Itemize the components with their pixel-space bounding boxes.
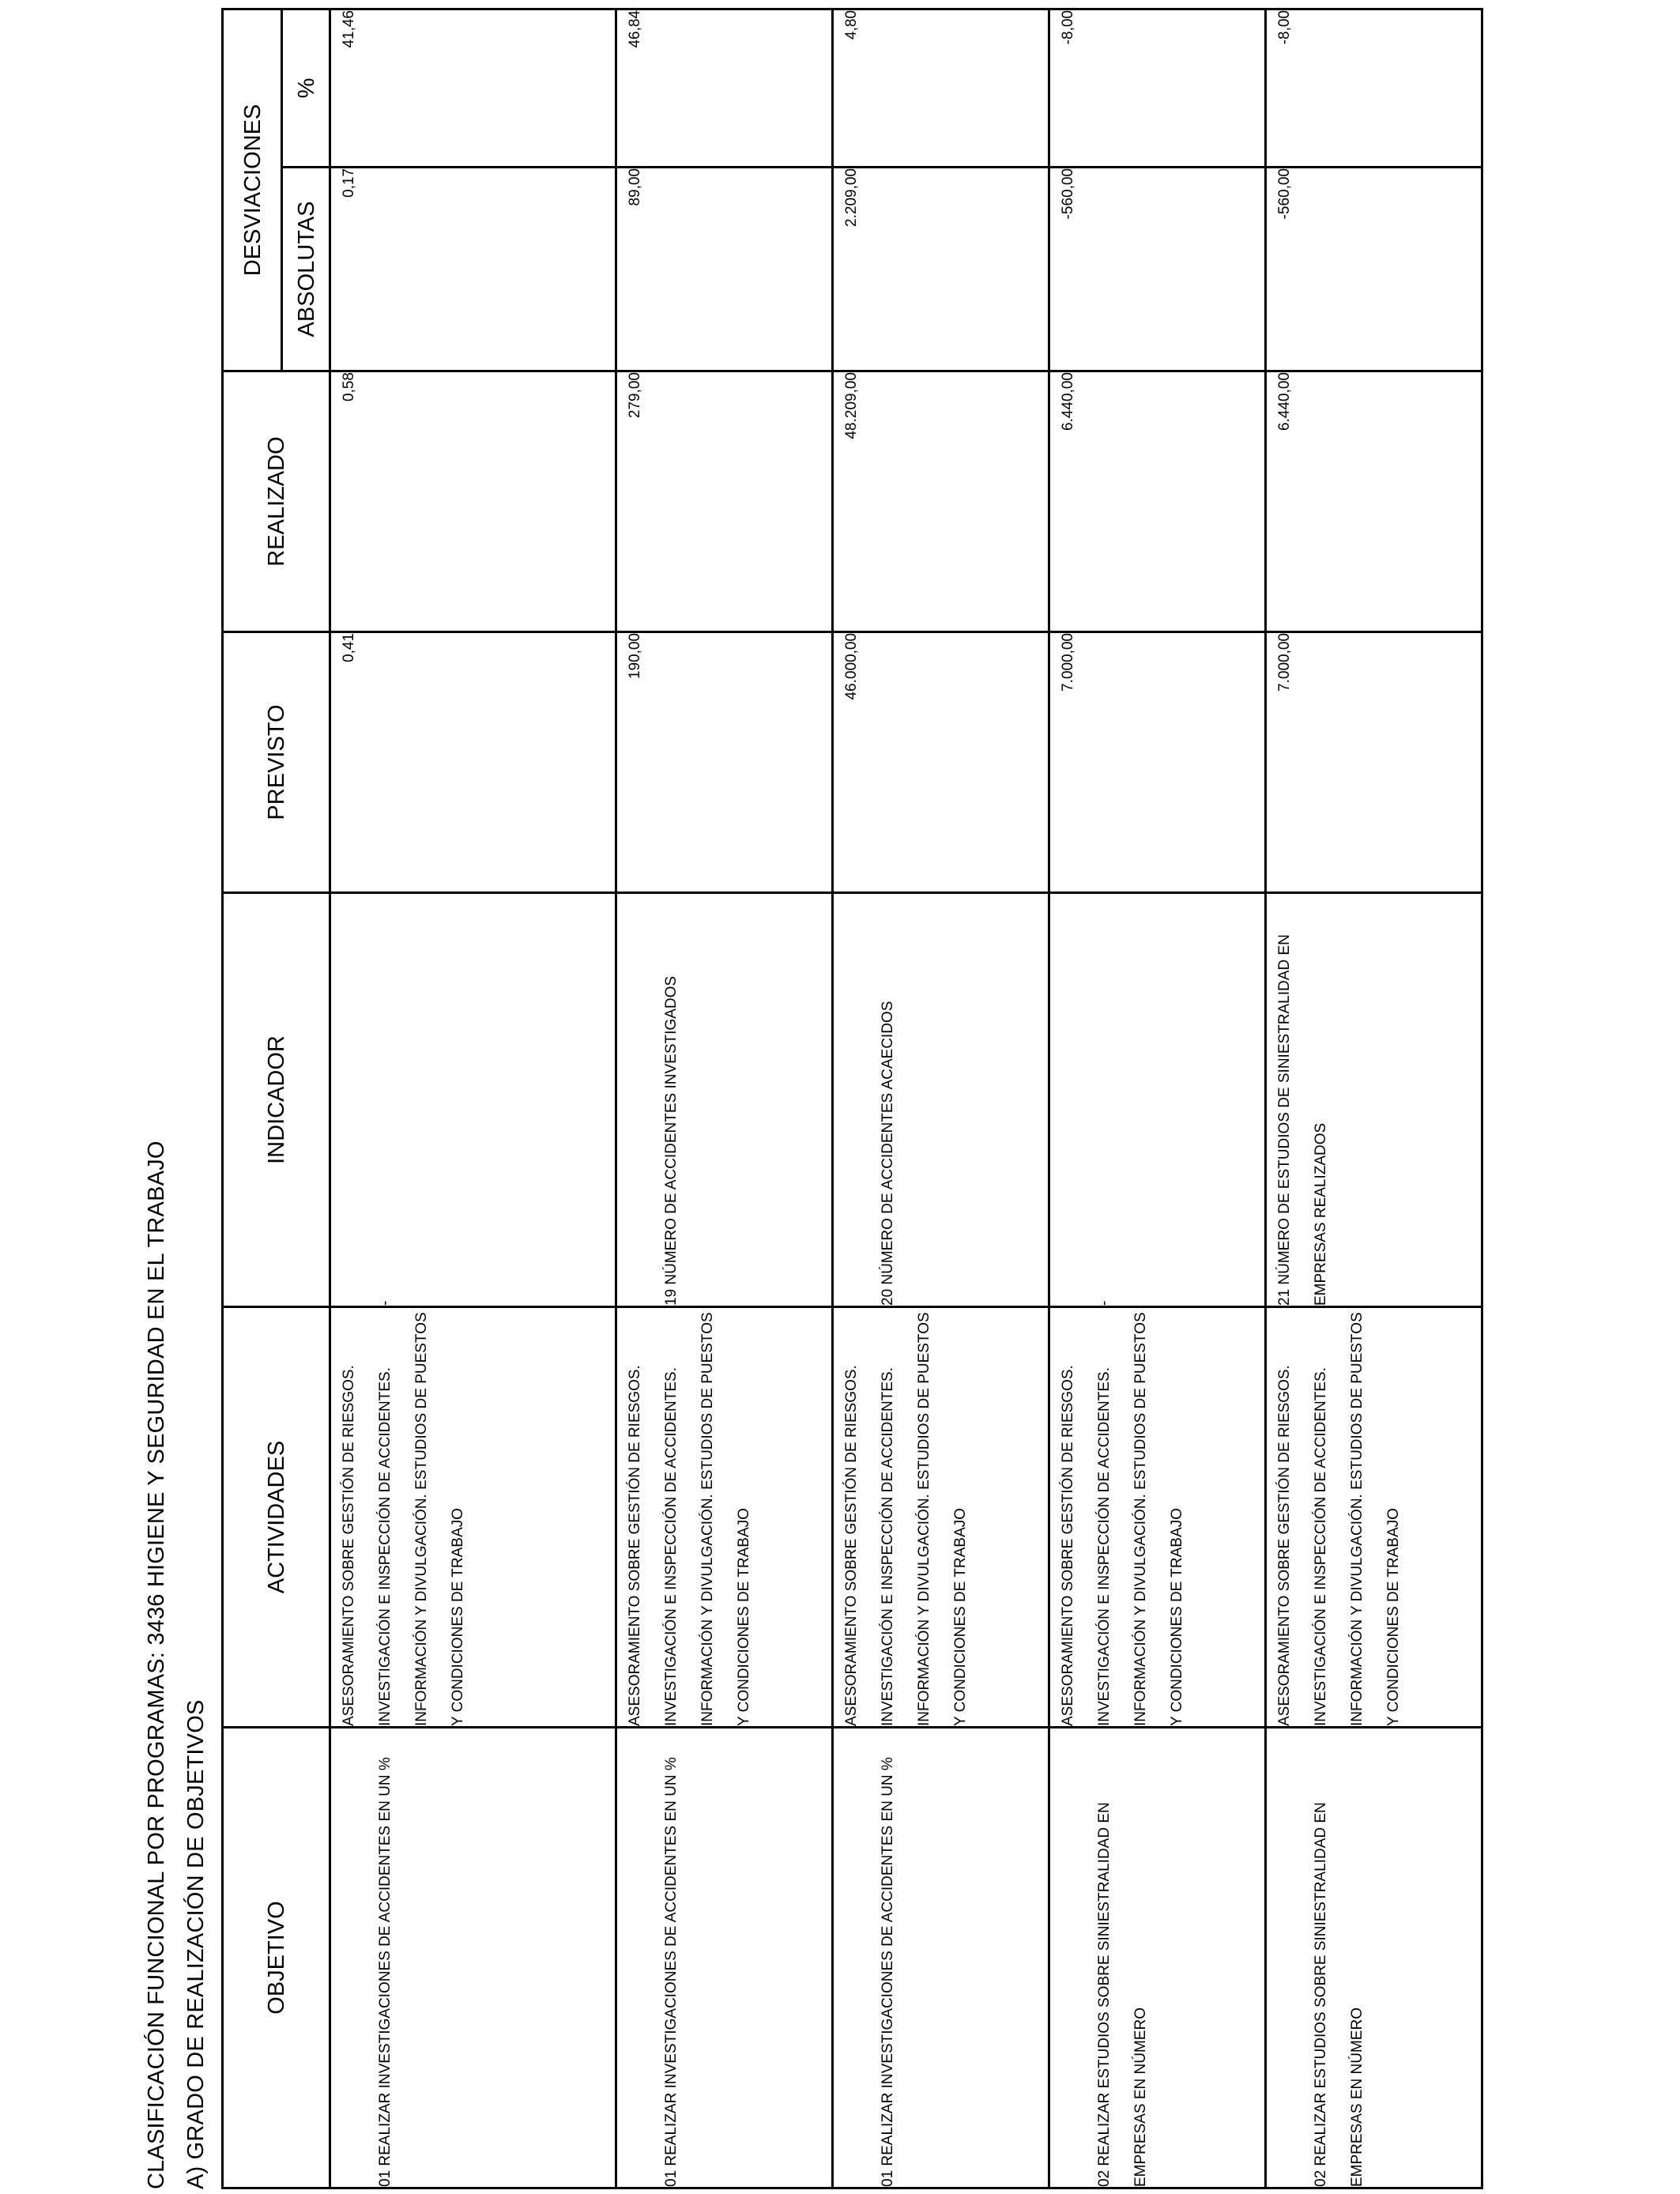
header-realizado: REALIZADO: [223, 371, 330, 632]
header-absolutas: ABSOLUTAS: [282, 168, 330, 371]
objetivo-cell: [330, 1728, 616, 2188]
objectives-table: [221, 8, 1483, 2189]
indicador-text: -: [377, 1300, 394, 1306]
objetivo-cell: [1266, 1728, 1482, 2188]
table-row: [616, 9, 833, 2188]
porcentaje-cell: -8,00: [1266, 9, 1482, 168]
actividades-cell: ASESORAMIENTO SOBRE GESTIÓN DE RIESGOS. INVESTIGACIÓN E INSPECCIÓN DE ACCIDENTES. INFORMACIÓN Y DIVULGACIÓN. ESTUDIOS DE PUESTOS Y CONDICIONES DE TRABAJO: [330, 1307, 616, 1728]
actividades-cell: ASESORAMIENTO SOBRE GESTIÓN DE RIESGOS. INVESTIGACIÓN E INSPECCIÓN DE ACCIDENTES. INFORMACIÓN Y DIVULGACIÓN. ESTUDIOS DE PUESTOS Y CONDICIONES DE TRABAJO: [616, 1307, 833, 1728]
indicador-cell: [1266, 893, 1482, 1307]
header-actividades: ACTIVIDADES: [223, 1307, 330, 1728]
previsto-cell: 7.000,00: [1049, 632, 1266, 893]
actividades-cell: ASESORAMIENTO SOBRE GESTIÓN DE RIESGOS. INVESTIGACIÓN E INSPECCIÓN DE ACCIDENTES. INFORMACIÓN Y DIVULGACIÓN. ESTUDIOS DE PUESTOS Y CONDICIONES DE TRABAJO: [1049, 1307, 1266, 1728]
previsto-cell: 7.000,00: [1266, 632, 1482, 893]
objetivo-cell: [616, 1728, 833, 2188]
porcentaje-cell: 41,46: [330, 9, 616, 168]
header-objetivo: OBJETIVO: [223, 1728, 330, 2188]
porcentaje-cell: 46,84: [616, 9, 833, 168]
table-row: [330, 9, 616, 2188]
objetivo-cell: [833, 1728, 1049, 2188]
absolutas-cell: 2.209,00: [833, 168, 1049, 371]
realizado-cell: 48.209,00: [833, 371, 1049, 632]
realizado-cell: 279,00: [616, 371, 833, 632]
absolutas-cell: 89,00: [616, 168, 833, 371]
header-indicador: INDICADOR: [223, 893, 330, 1307]
header-desviaciones: DESVIACIONES: [223, 9, 282, 371]
indicador-cell: [833, 893, 1049, 1307]
actividades-cell: ASESORAMIENTO SOBRE GESTIÓN DE RIESGOS. INVESTIGACIÓN E INSPECCIÓN DE ACCIDENTES. INFORMACIÓN Y DIVULGACIÓN. ESTUDIOS DE PUESTOS Y CONDICIONES DE TRABAJO: [1266, 1307, 1482, 1728]
indicador-text: 20 NÚMERO DE ACCIDENTES ACAECIDOS: [880, 1001, 896, 1306]
actividades-cell: ASESORAMIENTO SOBRE GESTIÓN DE RIESGOS. INVESTIGACIÓN E INSPECCIÓN DE ACCIDENTES. INFORMACIÓN Y DIVULGACIÓN. ESTUDIOS DE PUESTOS Y CONDICIONES DE TRABAJO: [833, 1307, 1049, 1728]
indicador-cell: [330, 893, 616, 1307]
previsto-cell: 0,41: [330, 632, 616, 893]
realizado-cell: 6.440,00: [1266, 371, 1482, 632]
absolutas-cell: 0,17: [330, 168, 616, 371]
objetivo-text: 01 REALIZAR INVESTIGACIONES DE ACCIDENTES EN UN %: [663, 1757, 680, 2187]
table-row: [833, 9, 1049, 2188]
objetivo-text: 01 REALIZAR INVESTIGACIONES DE ACCIDENTES EN UN %: [880, 1757, 896, 2187]
objetivo-text: 01 REALIZAR INVESTIGACIONES DE ACCIDENTES EN UN %: [377, 1757, 394, 2187]
porcentaje-cell: 4,80: [833, 9, 1049, 168]
porcentaje-cell: -8,00: [1049, 9, 1266, 168]
absolutas-cell: -560,00: [1049, 168, 1266, 371]
indicador-text: -: [1096, 1300, 1113, 1306]
indicador-cell: [1049, 893, 1266, 1307]
objetivo-text: 02 REALIZAR ESTUDIOS SOBRE SINIESTRALIDAD EN EMPRESAS EN NÚMERO: [1096, 1802, 1149, 2187]
header-porcentaje: %: [282, 9, 330, 168]
page-subtitle: A) GRADO DE REALIZACIÓN DE OBJETIVOS: [183, 1699, 209, 2189]
indicador-text: 21 NÚMERO DE ESTUDIOS DE SINIESTRALIDAD EN EMPRESAS REALIZADOS: [1276, 934, 1329, 1306]
realizado-cell: 6.440,00: [1049, 371, 1266, 632]
table-row: [1049, 9, 1266, 2188]
previsto-cell: 190,00: [616, 632, 833, 893]
page-title: CLASIFICACIÓN FUNCIONAL POR PROGRAMAS: 3436 HIGIENE Y SEGURIDAD EN EL TRABAJO: [144, 1140, 169, 2189]
objetivo-cell: [1049, 1728, 1266, 2188]
header-previsto: PREVISTO: [223, 632, 330, 893]
header-row: [223, 9, 282, 2188]
indicador-text: 19 NÚMERO DE ACCIDENTES INVESTIGADOS: [663, 975, 680, 1306]
table-row: [1266, 9, 1482, 2188]
realizado-cell: 0,58: [330, 371, 616, 632]
indicador-cell: [616, 893, 833, 1307]
previsto-cell: 46.000,00: [833, 632, 1049, 893]
absolutas-cell: -560,00: [1266, 168, 1482, 371]
objetivo-text: 02 REALIZAR ESTUDIOS SOBRE SINIESTRALIDAD EN EMPRESAS EN NÚMERO: [1313, 1802, 1365, 2187]
